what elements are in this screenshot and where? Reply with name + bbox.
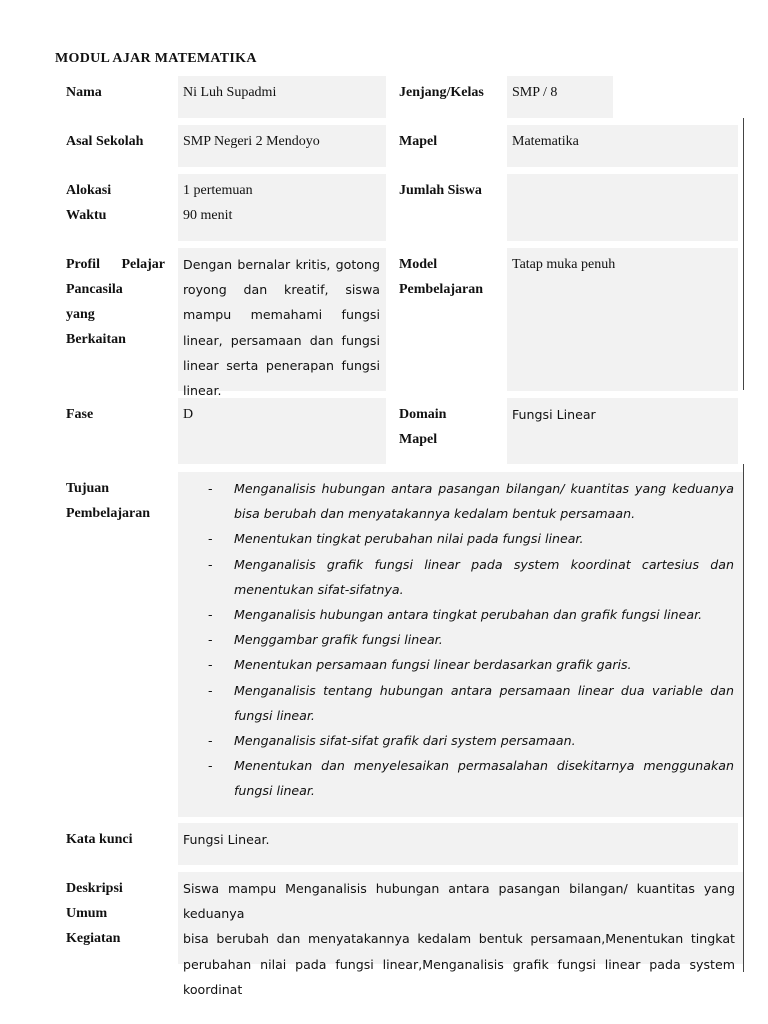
profil-label-line1: Profil Pelajar: [66, 257, 165, 272]
jenjang-cell: [507, 76, 613, 118]
profil-label-line4: Berkaitan: [66, 332, 126, 347]
list-item-text: Menganalisis grafik fungsi linear pada system koordinat cartesius dan menentukan sifat-sifatnya.: [234, 556, 734, 597]
profil-label-line3: yang: [66, 307, 95, 322]
domain-cell: [507, 398, 738, 464]
profil-label-line2: Pancasila: [66, 282, 123, 297]
model-label-line2: Pembelajaran: [399, 282, 483, 297]
list-item-text: Menganalisis sifat-sifat grafik dari system persamaan.: [234, 733, 576, 749]
model-label: [399, 252, 483, 302]
list-dash: -: [208, 657, 213, 673]
list-dash: -: [208, 758, 213, 774]
alokasi-label: [66, 178, 111, 228]
tujuan-label: [66, 476, 150, 526]
alokasi-value: [183, 178, 253, 228]
list-dash: -: [208, 556, 213, 572]
table-right-border: [743, 464, 744, 972]
deskripsi-line3: perubahan nilai pada fungsi linear,Menganalisis grafik fungsi linear pada system koordinat: [183, 956, 735, 997]
fase-label: Fase: [66, 407, 94, 422]
profil-cell: [178, 248, 386, 399]
asal-sekolah-cell: [178, 125, 386, 167]
model-label-line1: Model: [399, 257, 438, 272]
document-title: MODUL AJAR MATEMATIKA: [55, 51, 257, 66]
list-item: [183, 728, 734, 753]
mapel-label: Mapel: [399, 134, 438, 149]
list-item-text: Menggambar grafik fungsi linear.: [234, 632, 443, 648]
kata-kunci-value: Fungsi Linear.: [183, 832, 270, 847]
alokasi-label-line1: Alokasi: [66, 183, 112, 198]
list-dash: -: [208, 682, 213, 698]
kata-kunci-label: Kata kunci: [66, 832, 133, 847]
deskripsi-line1: Siswa mampu Menganalisis hubungan antara pasangan bilangan/ kuantitas yang keduanya: [183, 881, 735, 922]
alokasi-value-line2: 90 menit: [183, 208, 233, 223]
jumlah-siswa-label: Jumlah Siswa: [399, 183, 482, 198]
fase-value: D: [183, 407, 194, 422]
list-item: [183, 526, 734, 551]
list-item: [183, 753, 734, 803]
profil-label: [66, 252, 165, 352]
alokasi-cell: [178, 174, 386, 241]
tujuan-label-line1: Tujuan: [66, 481, 110, 496]
mapel-cell: [507, 125, 738, 167]
nama-value: Ni Luh Supadmi: [183, 85, 277, 100]
asal-sekolah-value: SMP Negeri 2 Mendoyo: [183, 134, 320, 149]
list-dash: -: [208, 733, 213, 749]
list-item: [183, 552, 734, 602]
nama-label: Nama: [66, 85, 102, 100]
list-item: [183, 602, 734, 627]
domain-label: [399, 402, 446, 452]
model-cell: [507, 248, 738, 391]
domain-label-line2: Mapel: [399, 432, 438, 447]
jenjang-label: Jenjang/Kelas: [399, 85, 484, 100]
asal-sekolah-label: Asal Sekolah: [66, 134, 144, 149]
alokasi-value-line1: 1 pertemuan: [183, 183, 253, 198]
list-item: [183, 652, 734, 677]
list-dash: -: [208, 481, 213, 496]
deskripsi-value: [183, 876, 735, 1002]
jumlah-siswa-cell: [507, 174, 738, 241]
list-item-text: Menentukan dan menyelesaikan permasalahan disekitarnya menggunakan fungsi linear.: [234, 758, 734, 799]
nama-cell: [178, 76, 386, 118]
deskripsi-cell: [178, 872, 743, 997]
list-item: [183, 678, 734, 728]
list-item-text: Menganalisis hubungan antara pasangan bilangan/ kuantitas yang keduanya bisa berubah dan menyatakannya kedalam bentuk persamaan.: [234, 481, 734, 522]
model-value: Tatap muka penuh: [512, 257, 616, 272]
list-item-text: Menganalisis hubungan antara tingkat perubahan dan grafik fungsi linear.: [234, 607, 703, 623]
list-item-text: Menentukan tingkat perubahan nilai pada fungsi linear.: [234, 531, 584, 547]
domain-value: Fungsi Linear: [512, 407, 596, 422]
list-item-text: Menentukan persamaan fungsi linear berdasarkan grafik garis.: [234, 657, 632, 673]
kata-kunci-cell: [178, 823, 738, 865]
list-item-text: Menganalisis tentang hubungan antara persamaan linear dua variable dan fungsi linear.: [234, 682, 734, 723]
list-item: [183, 476, 734, 526]
tujuan-label-line2: Pembelajaran: [66, 506, 150, 521]
jenjang-value: SMP / 8: [512, 85, 558, 100]
list-dash: -: [208, 607, 213, 623]
tujuan-cell: [178, 472, 743, 817]
deskripsi-line2: bisa berubah dan menyatakannya kedalam bentuk persamaan,Menentukan tingkat: [183, 931, 735, 947]
mapel-value: Matematika: [512, 134, 579, 149]
table-right-border: [743, 118, 744, 390]
deskripsi-label-line3: Kegiatan: [66, 931, 121, 946]
list-dash: -: [208, 531, 213, 547]
deskripsi-label-line2: Umum: [66, 906, 108, 921]
deskripsi-label: [66, 876, 123, 951]
fase-cell: [178, 398, 386, 464]
list-dash: -: [208, 632, 213, 648]
alokasi-label-line2: Waktu: [66, 208, 107, 223]
tujuan-list: [183, 476, 734, 804]
deskripsi-label-line1: Deskripsi: [66, 881, 123, 896]
list-item: [183, 627, 734, 652]
domain-label-line1: Domain: [399, 407, 447, 422]
profil-value: Dengan bernalar kritis, gotong royong dan kreatif, siswa mampu memahami fungsi linear, persamaan dan fungsi linear serta penerapan fungsi linear.: [183, 257, 380, 399]
